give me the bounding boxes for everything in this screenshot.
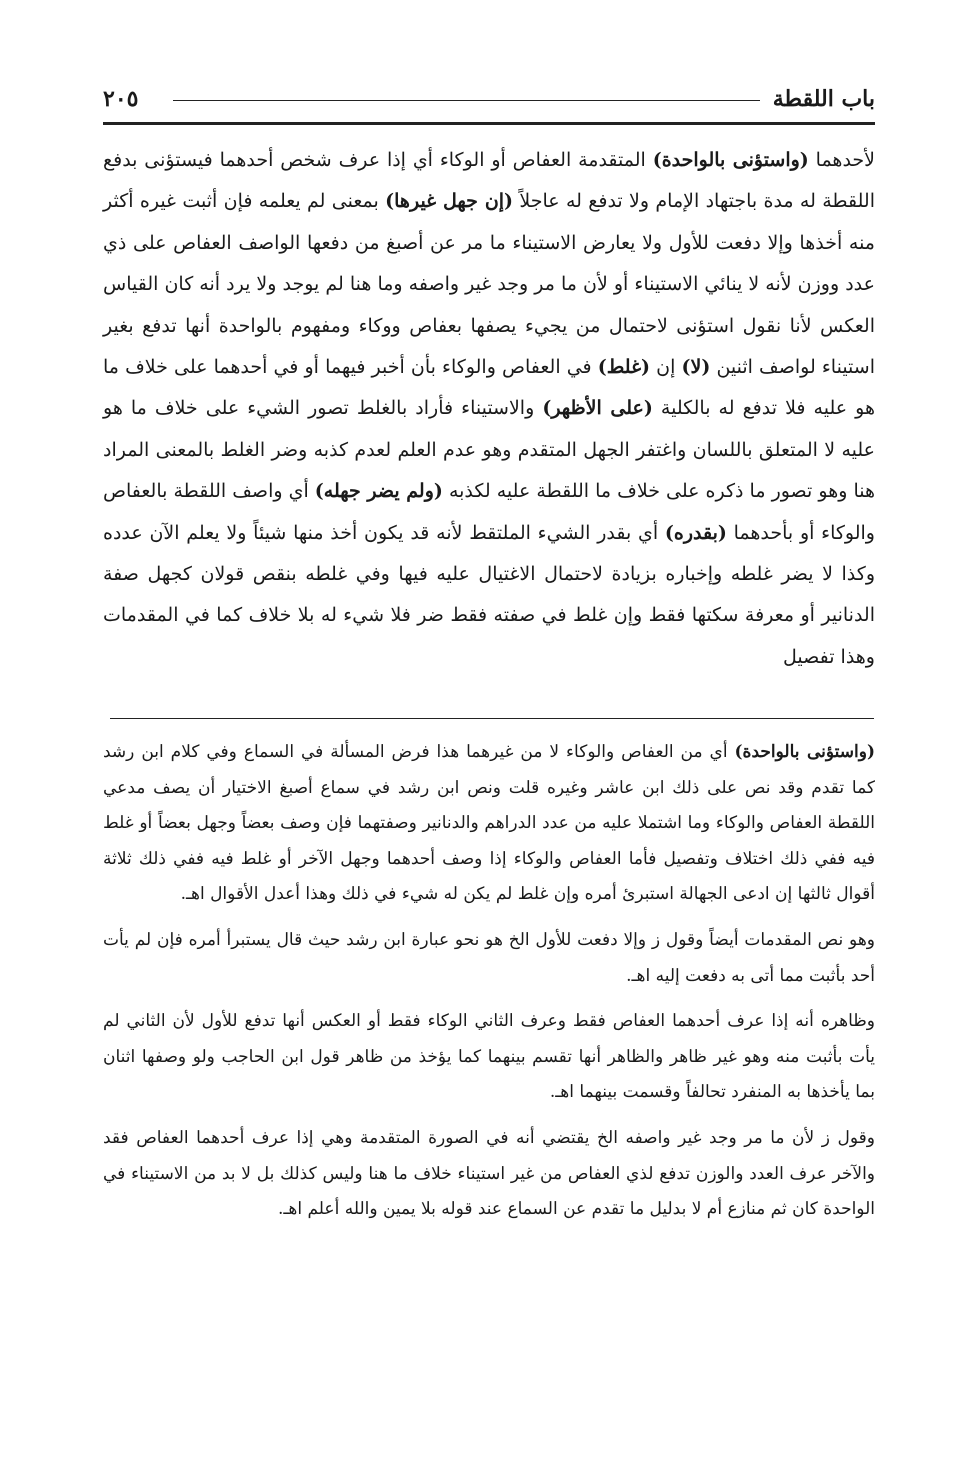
bold-term: (على الأظهر) [542, 397, 653, 420]
bold-term: (واستؤنى بالواحدة) [652, 149, 809, 171]
text-run: أي بقدر الشيء الملتقط لأنه قد يكون أخذ منها شيئاً ولا يعلم الآن عدده وكذا لا يضر غلطه وإخباره بزيادة لاحتمال الاغتيال عليه فيها وفي غلطه بنقص قولان كجهل صفة الدنانير أو معرفة سكتها فقط وإن غلط في صفته فقط ضر فلا شيء له بلا خلاف كما في المقدمات وهذا تفصيل [103, 521, 875, 668]
bold-term: (إن جهل غيرها) [385, 190, 514, 213]
bold-term: (بقدره) [664, 521, 727, 544]
header-rule [173, 100, 760, 101]
note-paragraph: وظاهره أنه إذا عرف أحدهما العفاص فقط وعرف الثاني الوكاء فقط أو العكس أنها تدفع للأول لأن الثاني لم يأت بأثبت منه وهو غير ظاهر والظاهر أنها تقسم بينهما كما يؤخذ من ظاهر قول ابن الحاجب ولو وصفها اثنان بما يأخذها به المنفرد تحالفاً وقسمت بينهما اهـ. [103, 1011, 875, 1103]
note-paragraph [103, 735, 875, 913]
commentary-notes [103, 735, 875, 1238]
page-number: ٢٠٥ [103, 86, 139, 112]
header-underline [103, 122, 875, 125]
footnote-separator [110, 718, 874, 719]
running-header [103, 84, 875, 118]
text-run: والاستيناء فأراد بالغلط تصور الشيء على خلاف ما هو عليه لا المتعلق باللسان واغتفر الجهل المتقدم وهو عدم العلم لعدم كذبه وضر الغلط بالمعنى المراد هنا وهو تصور ما ذكره على خلاف ما اللقطة عليه لكذبه [103, 397, 875, 503]
main-paragraph [103, 140, 875, 678]
text-run: بمعنى لم يعلمه فإن أثبت غيره أكثر منه أخذها وإلا دفعت للأول ولا يعارض الاستيناء ما مر عن أصبغ من دفعها الواصف العفاص على ذي عدد ووزن لأنه لا ينائي الاستيناء أو لأن ما مر وجد غير واصفه وما هنا لم يوجد ولا يرد أنه كان القياس العكس لأنا نقول استؤنى لاحتمال من يجيء يصفها بعفاص ووكاء ومفهوم بالواحدة أنها تدفع بغير استيناء لواصف اثنين [103, 190, 875, 379]
text-run: أي واصف اللقطة بالعفاص والوكاء أو بأحدهما [103, 480, 875, 544]
text-run: المتقدمة العفاص أو الوكاء أي إذا عرف شخص أحدهما فيستؤنى بدفع اللقطة له مدة باجتهاد الإمام ولا تدفع له عاجلاً [103, 149, 875, 213]
bold-term: (لا) [681, 356, 711, 379]
note-paragraph: وقول ز لأن ما مر وجد غير واصفه الخ يقتضي أنه في الصورة المتقدمة وهي إذا عرف أحدهما العفاص فقد والآخر عرف العدد والوزن تدفع لذي العفاص من غير استيناء خلاف ما هنا وليس كذلك بل لا بد من الاستيناء في الواحدة كان ثم منازع أم لا بدليل ما تقدم عن السماع عند قوله بلا يمين والله أعلم اهـ. [103, 1127, 875, 1220]
text-run: إن [650, 356, 682, 379]
note-paragraph: وهو نص المقدمات أيضاً وقول ز وإلا دفعت للأول الخ هو نحو عبارة ابن رشد حيث قال يستبرأ أمره فإن لم يأت أحد بأثبت مما أتى به دفعت إليه اهـ. [103, 929, 875, 986]
bold-term: (غلط) [597, 356, 651, 379]
bold-term: (واستؤنى بالواحدة) [734, 742, 875, 762]
text-run: أي من العفاص والوكاء لا من غيرهما هذا فرض المسألة في السماع وفي كلام ابن رشد كما تقدم وقد نص على ذلك ابن عاشر وغيره قلت ونص ابن رشد في سماع أصبغ الاختيار أن يصف مدعي اللقطة العفاص والوكاء وما اشتملا عليه من عدد الدراهم والدنانير وصفتهما فإن وصف بعضاً وجهل بعضاً أو غلط فيه ففي ذلك اختلاف وتفصيل فأما العفاص والوكاء إذا وصف أحدهما وجهل الآخر أو غلط فيه ففي ذلك ثلاثة أقوال ثالثها إن ادعى الجهالة استبرئ أمره وإن غلط لم يكن له شيء في ذلك وهذا أعدل الأقوال اهـ. [103, 742, 875, 905]
main-text [103, 140, 875, 678]
text-run: في العفاص والوكاء بأن أخبر فيهما أو في أحدهما على خلاف ما هو عليه فلا تدفع له بالكلية [103, 356, 875, 420]
bold-term: (ولم يضر جهله) [314, 480, 443, 503]
text-run: لأحدهما [808, 149, 875, 171]
chapter-title: باب اللقطة [772, 86, 875, 112]
